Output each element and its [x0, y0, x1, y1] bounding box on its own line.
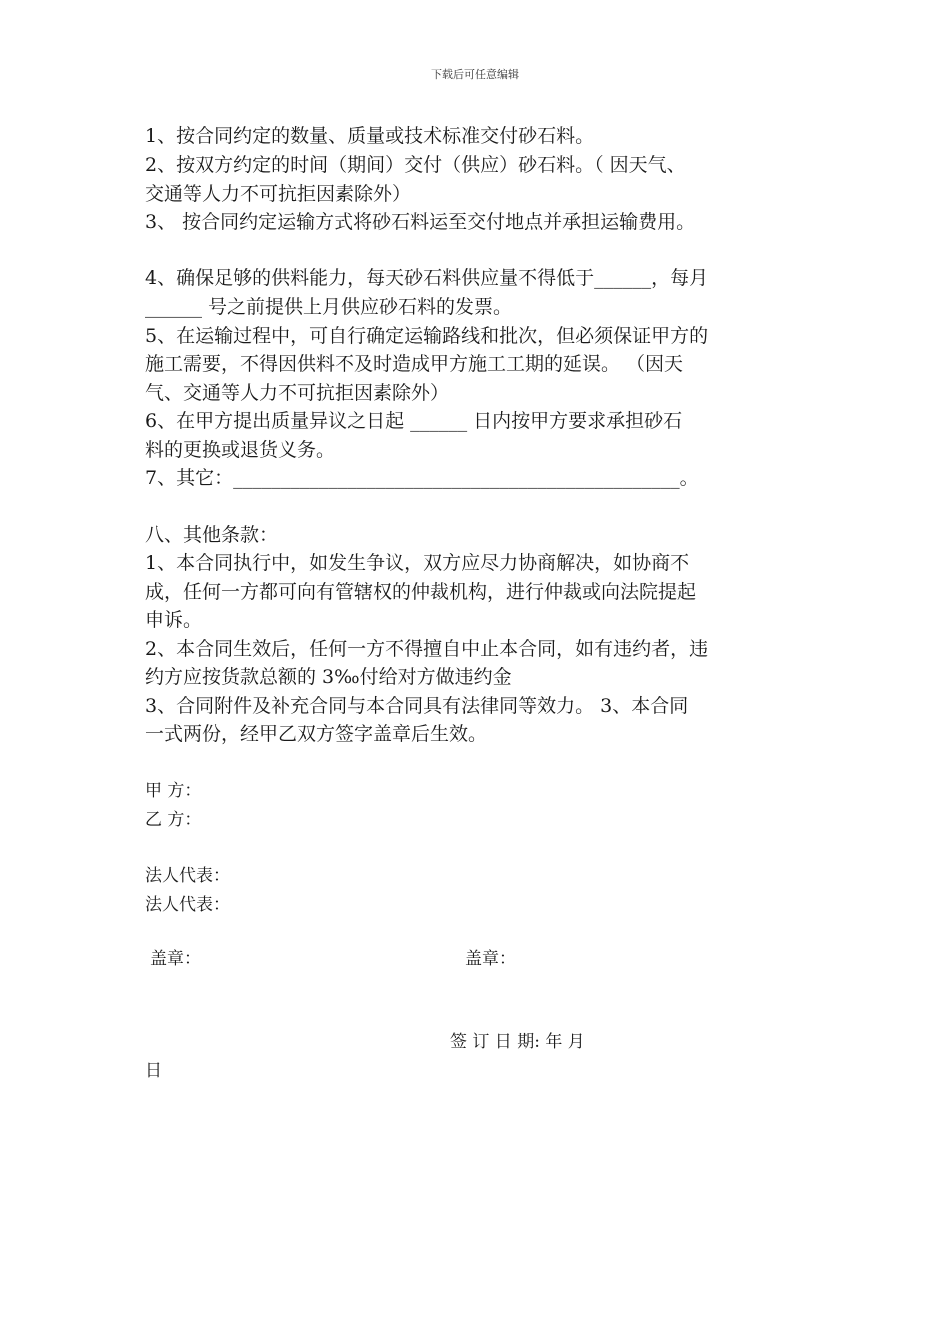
clause-line: 3、合同附件及补充合同与本合同具有法律同等效力。 3、本合同	[145, 695, 689, 717]
clause-line: 6、在甲方提出质量异议之日起 ______ 日内按甲方要求承担砂石	[145, 410, 683, 432]
clause-line: 1、按合同约定的数量、质量或技术标准交付砂石料。	[145, 125, 595, 147]
sign-date-day: 日	[145, 1061, 162, 1081]
party-a-label: 甲 方：	[145, 781, 202, 801]
clause-line: 2、本合同生效后，任何一方不得擅自中止本合同，如有违约者，违	[145, 638, 709, 660]
clause-line: 气、交通等人力不可抗拒因素除外）	[145, 382, 450, 404]
clause-line: 成，任何一方都可向有管辖权的仲裁机构，进行仲裁或向法院提起	[145, 581, 697, 603]
page-header: 下载后可任意编辑	[431, 68, 519, 81]
clause-line: 申诉。	[145, 609, 203, 631]
clause-line: 交通等人力不可抗拒因素除外）	[145, 183, 412, 205]
clause-line: 5、在运输过程中，可自行确定运输路线和批次，但必须保证甲方的	[145, 325, 709, 347]
clause-line: 施工需要，不得因供料不及时造成甲方施工工期的延误。 （因天	[145, 353, 684, 375]
clause-line: 3、 按合同约定运输方式将砂石料运至交付地点并承担运输费用。	[145, 211, 696, 233]
sign-date-label: 签 订 日 期: 年 月	[450, 1032, 585, 1052]
legal-rep-label: 法人代表：	[145, 895, 230, 915]
section-title: 八、其他条款：	[145, 524, 279, 546]
seal-label-right: 盖章：	[465, 949, 516, 969]
clause-line: 1、本合同执行中，如发生争议，双方应尽力协商解决，如协商不	[145, 552, 690, 574]
legal-rep-label: 法人代表：	[145, 866, 230, 886]
clause-line: 7、其它：_______________________________________________。	[145, 467, 699, 489]
clause-line: 约方应按货款总额的 3‰付给对方做违约金	[145, 666, 512, 688]
clause-line: 一式两份，经甲乙双方签字盖章后生效。	[145, 723, 488, 745]
clause-line: 料的更换或退货义务。	[145, 439, 336, 461]
clause-line: 4、确保足够的供料能力，每天砂石料供应量不得低于______，每月	[145, 267, 709, 289]
party-b-label: 乙 方：	[145, 810, 202, 830]
seal-label-left: 盖章：	[150, 949, 201, 969]
clause-line: ______ 号之前提供上月供应砂石料的发票。	[145, 296, 513, 318]
clause-line: 2、按双方约定的时间（期间）交付（供应）砂石料。（ 因天气、	[145, 154, 686, 176]
